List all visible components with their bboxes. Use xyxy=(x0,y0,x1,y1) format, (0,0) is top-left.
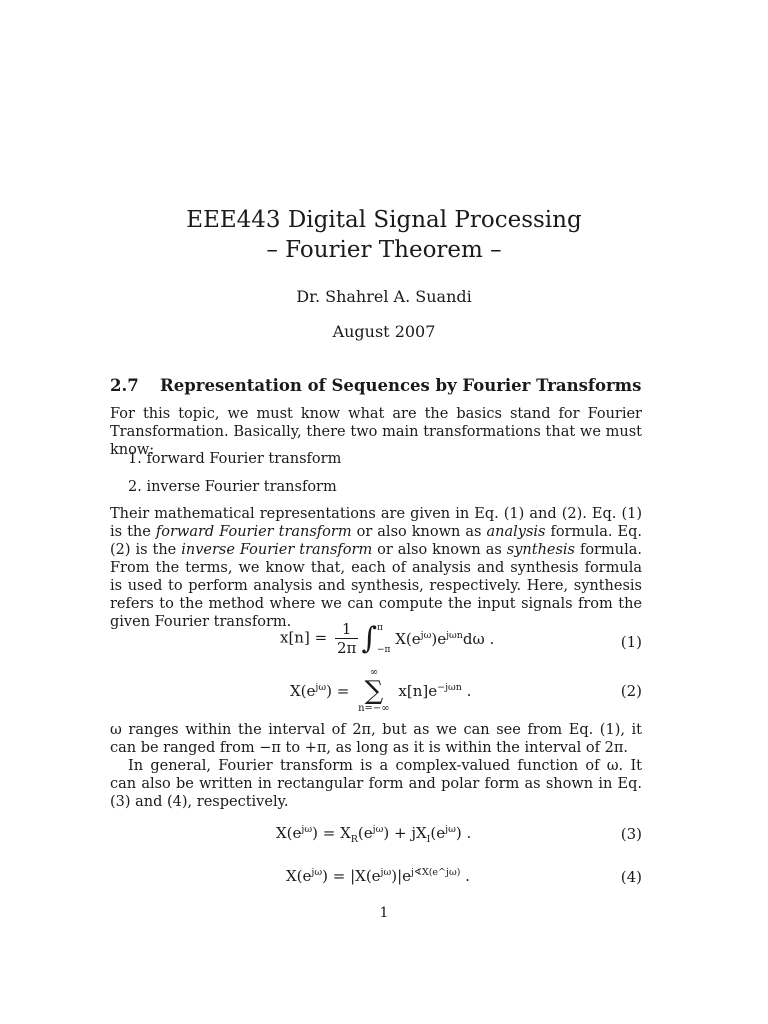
para4-text: In general, Fourier transform is a complex-valued function of ω. It can also be written in rectangular form and polar form as shown in Eq. (3) and (4), respectively. xyxy=(110,758,642,810)
title-line-1: EEE443 Digital Signal Processing xyxy=(186,207,582,233)
equation-4: $X(e^{j\omega}) = |X(e^{j\omega})|e^{j∢X(e\^{}j\omega)}$ . xyxy=(286,867,470,885)
sum-upper: ∞ xyxy=(369,667,379,678)
integral-sign: ∫ xyxy=(361,621,377,656)
title-line-2: – Fourier Theorem – xyxy=(266,237,502,263)
para2-emph: analysis xyxy=(486,524,546,540)
author: Dr. Shahrel A. Suandi xyxy=(296,287,472,306)
representation-paragraph xyxy=(110,505,642,631)
eq2-body: $x[n]e^{-j\omega n}$ . xyxy=(398,682,472,700)
section-number: 2.7 xyxy=(110,376,139,395)
para3-text: ω ranges within the interval of 2π, but as we can see from Eq. (1), it can be ranged from −π to +π, as long as it is within the interval of 2π. xyxy=(110,722,642,756)
para2-emph: forward Fourier transform xyxy=(155,524,352,540)
list-item: 1. forward Fourier transform xyxy=(128,451,342,467)
document-title xyxy=(0,205,768,265)
equation-2 xyxy=(290,668,471,714)
list-item: 2. inverse Fourier transform xyxy=(128,479,337,495)
equation-2-number: (2) xyxy=(620,682,642,700)
equation-1-number: (1) xyxy=(620,633,642,651)
eq1-denominator: 2π xyxy=(336,639,357,657)
eq1-limits xyxy=(377,623,390,655)
eq1-numerator: 1 xyxy=(335,620,358,639)
eq1-lower-limit: −π xyxy=(377,644,391,655)
para2-text: formula. From the terms, we know that, each of analysis and synthesis formula is used to perform analysis and synthesis, respectively. Here, synthesis refers to the method where we can compute the input signals from the given Fourier transform. xyxy=(110,542,642,630)
eq1-lhs: x[n] = xyxy=(280,628,328,647)
equation-3: $X(e^{j\omega}) = X_R(e^{j\omega}) + jX_I(e^{j\omega})$ . xyxy=(276,824,472,845)
summation-sign: ∞ ∑ n=−∞ xyxy=(358,667,390,714)
para2-emph: inverse Fourier transform xyxy=(181,542,373,558)
equation-1 xyxy=(280,620,494,657)
date: August 2007 xyxy=(332,322,436,341)
para2-emph: synthesis xyxy=(506,542,576,558)
sum-lower: n=−∞ xyxy=(358,703,390,714)
equation-3-number: (3) xyxy=(620,825,642,843)
eq1-fraction xyxy=(335,620,358,657)
intro-text: For this topic, we must know what are the basics stand for Fourier Transformation. Basically, there two main transformations that we must know: xyxy=(110,406,642,458)
section-heading xyxy=(110,376,641,395)
para2-text: or also known as xyxy=(372,542,507,558)
para2-text: formula. Eq. (2) is the xyxy=(110,524,643,558)
section-title: Representation of Sequences by Fourier Transforms xyxy=(160,376,642,395)
eq1-body: $X(e^{j\omega})e^{j\omega n}d\omega$ . xyxy=(395,629,495,648)
eq2-lhs: $X(e^{j\omega})$ = xyxy=(290,682,350,700)
page-number: 1 xyxy=(379,905,389,921)
para2-text: or also known as xyxy=(351,524,487,540)
eq1-upper-limit: π xyxy=(377,622,383,633)
para2-text: Their mathematical representations are given in Eq. (1) and (2). Eq. (1) is the xyxy=(110,506,642,540)
omega-paragraph xyxy=(110,721,642,811)
equation-4-number: (4) xyxy=(620,868,642,886)
